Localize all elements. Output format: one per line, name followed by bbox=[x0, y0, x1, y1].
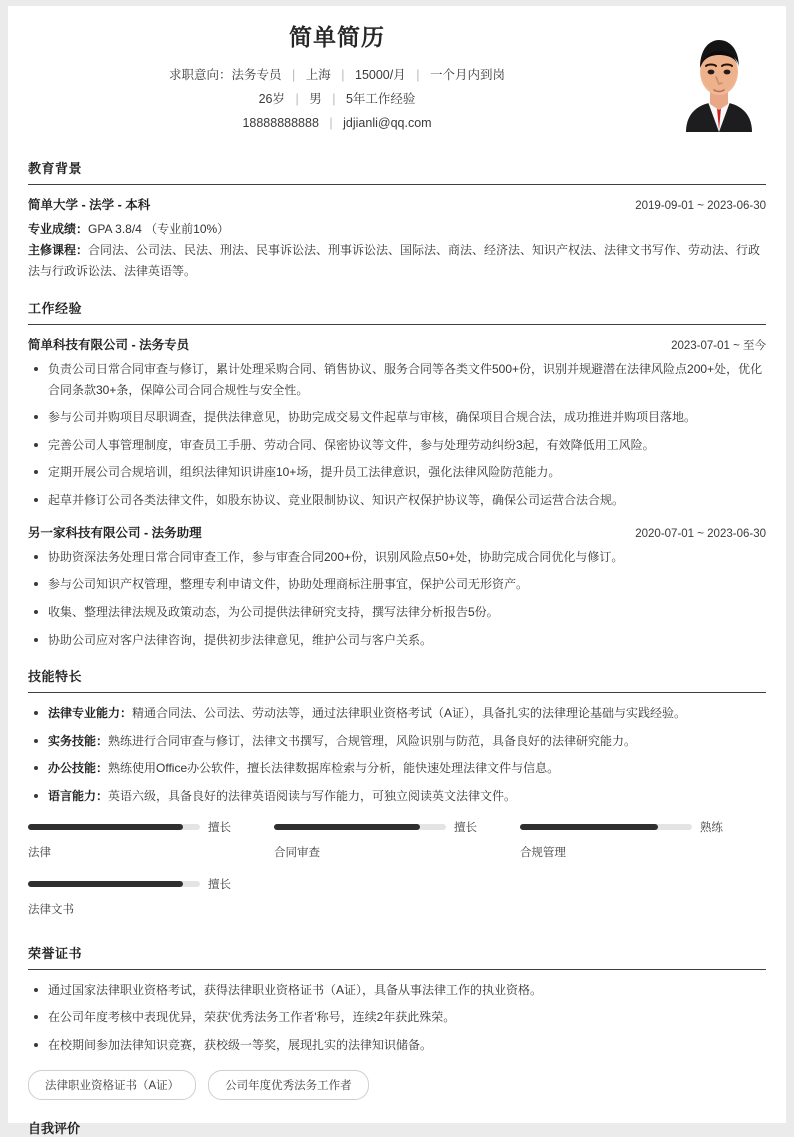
skill-bar-grid bbox=[28, 819, 766, 933]
section-title-work: 工作经验 bbox=[28, 300, 83, 316]
skill-bar-item bbox=[274, 819, 520, 860]
work-entry bbox=[28, 523, 766, 651]
page-title: 简单简历 bbox=[289, 24, 385, 50]
work-entry-head bbox=[28, 335, 766, 353]
status-badge[interactable]: 公司年度优秀法务工作者 bbox=[208, 1070, 369, 1100]
education-courses-label: 主修课程： bbox=[28, 242, 89, 257]
skill-bar-track bbox=[28, 881, 200, 887]
skill-bar-item bbox=[28, 876, 274, 917]
section-title-skills: 技能特长 bbox=[28, 669, 83, 685]
skill-bar-fill bbox=[520, 824, 658, 830]
work-date: 2023-07-01 ~ 至今 bbox=[671, 339, 766, 352]
contact-city: 上海 bbox=[305, 67, 331, 82]
work-bullets bbox=[28, 359, 766, 511]
skill-bar-level: 擅长 bbox=[208, 878, 231, 891]
skill-bar-level: 擅长 bbox=[208, 821, 231, 834]
skill-bar-track bbox=[520, 824, 692, 830]
education-entry bbox=[28, 195, 766, 282]
skill-bar-name: 法律 bbox=[28, 846, 51, 859]
list-item: 协助资深法务处理日常合同审查工作，参与审查合同200+份，识别风险点50+处，协助完成合同优化与修订。 bbox=[28, 547, 766, 568]
divider-icon: | bbox=[292, 67, 296, 82]
header-center-block bbox=[28, 24, 766, 132]
honor-tag-list bbox=[28, 1070, 766, 1100]
contact-phone: 18888888888 bbox=[242, 115, 319, 130]
list-item bbox=[28, 758, 766, 779]
section-title-honors: 荣誉证书 bbox=[28, 945, 83, 961]
skill-bar-fill bbox=[274, 824, 420, 830]
honors-bullets bbox=[28, 980, 766, 1056]
list-item: 在校期间参加法律知识竞赛，获校级一等奖，展现扎实的法律知识储备。 bbox=[28, 1035, 766, 1056]
skill-label: 实务技能： bbox=[48, 733, 109, 748]
contact-salary: 15000/月 bbox=[355, 67, 406, 82]
education-gpa-label: 专业成绩： bbox=[28, 221, 89, 236]
contact-line-personal bbox=[28, 90, 646, 108]
skill-bar-fill bbox=[28, 881, 183, 887]
contact-age: 26岁 bbox=[258, 91, 285, 106]
skill-bar-level: 熟练 bbox=[699, 821, 723, 834]
skills-bullets bbox=[28, 703, 766, 807]
work-company: 简单科技有限公司 - 法务专员 bbox=[28, 337, 190, 352]
avatar-illustration-icon bbox=[670, 28, 768, 132]
skill-bar-row bbox=[274, 819, 506, 835]
work-entry bbox=[28, 335, 766, 511]
list-item: 参与公司知识产权管理，整理专利申请文件，协助处理商标注册事宜，保护公司无形资产。 bbox=[28, 574, 766, 595]
list-item: 通过国家法律职业资格考试，获得法律职业资格证书（A证），具备从事法律工作的执业资格。 bbox=[28, 980, 766, 1001]
section-honors bbox=[8, 943, 786, 1100]
list-item: 负责公司日常合同审查与修订，累计处理采购合同、销售协议、服务合同等各类文件500+份，识别并规避潜在法律风险点200+处，优化合同条款30+条，保障公司合同合规性与安全性。 bbox=[28, 359, 766, 400]
divider-icon: | bbox=[416, 67, 420, 82]
education-courses-row bbox=[28, 240, 766, 282]
divider-icon: | bbox=[295, 91, 299, 106]
skill-bar-name: 法律文书 bbox=[28, 903, 74, 916]
skill-bar-track bbox=[28, 824, 200, 830]
skill-label: 语言能力： bbox=[48, 789, 109, 804]
list-item bbox=[28, 703, 766, 724]
skill-text: 精通合同法、公司法、劳动法等，通过法律职业资格考试（A证），具备扎实的法律理论基础与实践经验。 bbox=[132, 706, 687, 721]
work-entry-head bbox=[28, 523, 766, 541]
skill-bar-name: 合同审查 bbox=[273, 846, 320, 859]
education-courses-value: 合同法、公司法、民法、刑法、民事诉讼法、刑事诉讼法、国际法、商法、经济法、知识产权法、法律文书写作、劳动法、行政法与行政诉讼法、法律英语等。 bbox=[28, 242, 761, 278]
education-gpa-value: GPA 3.8/4 （专业前10%） bbox=[88, 221, 230, 236]
list-item: 协助公司应对客户法律咨询，提供初步法律意见，维护公司与客户关系。 bbox=[28, 630, 766, 651]
education-school: 简单大学 - 法学 - 本科 bbox=[28, 197, 151, 212]
list-item: 定期开展公司合规培训，组织法律知识讲座10+场，提升员工法律意识，强化法律风险防范能力。 bbox=[28, 462, 766, 483]
skill-text: 熟练进行合同审查与修订，法律文书撰写，合规管理，风险识别与防范，具备良好的法律研究能力。 bbox=[108, 733, 637, 748]
education-date: 2019-09-01 ~ 2023-06-30 bbox=[635, 199, 766, 212]
list-item: 收集、整理法律法规及政策动态，为公司提供法律研究支持，撰写法律分析报告5份。 bbox=[28, 602, 766, 623]
section-divider bbox=[28, 692, 766, 693]
work-date: 2020-07-01 ~ 2023-06-30 bbox=[635, 527, 766, 540]
section-divider bbox=[28, 324, 766, 325]
skill-label: 办公技能： bbox=[48, 761, 109, 776]
contact-gender: 男 bbox=[309, 91, 322, 106]
section-education bbox=[8, 158, 786, 282]
skill-bar-item bbox=[28, 819, 274, 860]
list-item: 起草并修订公司各类法律文件，如股东协议、竞业限制协议、知识产权保护协议等，确保公司运营合法合规。 bbox=[28, 490, 766, 511]
section-title-education: 教育背景 bbox=[28, 160, 83, 176]
list-item: 在公司年度考核中表现优异，荣获'优秀法务工作者'称号，连续2年获此殊荣。 bbox=[28, 1007, 766, 1028]
list-item bbox=[28, 786, 766, 807]
divider-icon: | bbox=[341, 67, 345, 82]
skill-bar-name: 合规管理 bbox=[519, 846, 566, 859]
section-divider bbox=[28, 969, 766, 970]
education-entry-head bbox=[28, 195, 766, 213]
section-work-experience bbox=[8, 298, 786, 650]
resume-header bbox=[8, 6, 786, 142]
contact-experience: 5年工作经验 bbox=[345, 91, 416, 106]
skill-text: 熟练使用Office办公软件，擅长法律数据库检索与分析，能快速处理法律文件与信息。 bbox=[108, 761, 560, 776]
section-self-evaluation bbox=[8, 1118, 786, 1137]
contact-email: jdjianli@qq.com bbox=[343, 115, 432, 130]
section-divider bbox=[28, 184, 766, 185]
education-gpa-row bbox=[28, 219, 766, 240]
work-company: 另一家科技有限公司 - 法务助理 bbox=[28, 525, 202, 540]
skill-text: 英语六级，具备良好的法律英语阅读与写作能力，可独立阅读英文法律文件。 bbox=[108, 789, 517, 804]
divider-icon: | bbox=[332, 91, 336, 106]
list-item: 完善公司人事管理制度，审查员工手册、劳动合同、保密协议等文件，参与处理劳动纠纷3起，有效降低用工风险。 bbox=[28, 435, 766, 456]
list-item: 参与公司并购项目尽职调查，提供法律意见，协助完成交易文件起草与审核，确保项目合规合法，成功推进并购项目落地。 bbox=[28, 407, 766, 428]
skill-bar-row bbox=[28, 819, 260, 835]
work-bullets bbox=[28, 547, 766, 651]
skill-bar-level: 擅长 bbox=[453, 821, 477, 834]
skill-bar-fill bbox=[28, 824, 183, 830]
list-item bbox=[28, 731, 766, 752]
contact-availability: 一个月内到岗 bbox=[429, 67, 505, 82]
section-skills bbox=[8, 666, 786, 933]
section-title-self-evaluation: 自我评价 bbox=[28, 1120, 81, 1136]
skill-bar-row bbox=[520, 819, 752, 835]
contact-objective: 求职意向：法务专员 bbox=[169, 67, 282, 82]
skill-bar-track bbox=[274, 824, 446, 830]
divider-icon: | bbox=[329, 115, 333, 130]
status-badge[interactable]: 法律职业资格证书（A证） bbox=[28, 1070, 196, 1100]
avatar bbox=[670, 28, 768, 132]
contact-line-objective bbox=[28, 66, 646, 84]
contact-line-reach bbox=[28, 114, 646, 132]
skill-bar-item bbox=[520, 819, 766, 860]
skill-label: 法律专业能力： bbox=[48, 706, 133, 721]
resume-page bbox=[8, 6, 786, 1136]
skill-bar-row bbox=[28, 876, 260, 892]
